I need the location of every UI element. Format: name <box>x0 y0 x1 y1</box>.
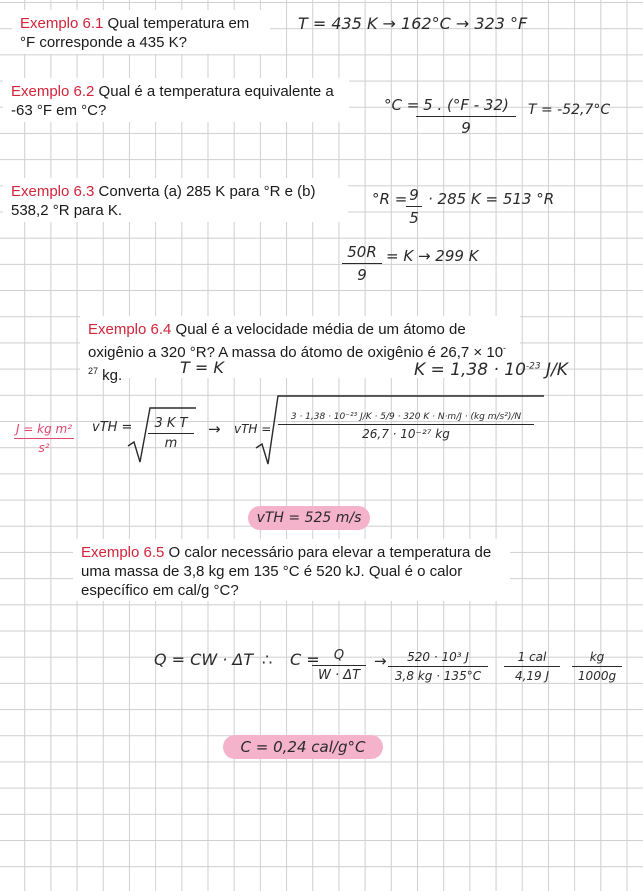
example-6-4-text: Qual é a velocidade média de um átomo de oxigênio a 320 °R? A massa do átomo de oxigênio é 26,7 × 10 <box>88 321 504 361</box>
joule-definition-numerator: J = kg m² <box>15 422 73 436</box>
example-6-2-numerator: 5 . (°F - 32) <box>423 96 509 114</box>
c-denominator: W · ΔT <box>317 668 361 683</box>
example-6-3-fraction-2 <box>342 243 382 284</box>
example-6-4-label: Exemplo 6.4 <box>88 321 172 338</box>
example-6-2-text: Qual é a temperatura equivalente a -63 °F em °C? <box>11 83 334 119</box>
fraction-2-denominator: 4,19 J <box>514 669 550 683</box>
example-6-1-label: Exemplo 6.1 <box>20 15 104 32</box>
example-6-5-label: Exemplo 6.5 <box>81 544 165 561</box>
fraction-bar <box>388 666 488 667</box>
fraction-bar <box>148 433 194 434</box>
joule-definition-denominator: s² <box>38 441 50 455</box>
example-6-3-box <box>3 178 348 222</box>
joule-definition <box>14 422 74 455</box>
long-numerator: 3 · 1,38 · 10⁻²³ J/K · 5/9 · 320 K · N·m/J · (kg m/s²)/N <box>290 412 522 422</box>
example-6-1-work: T = 435 K → 162°C → 323 °F <box>298 14 528 33</box>
example-6-4-arrow: → <box>208 420 221 438</box>
fraction-bar <box>406 206 422 207</box>
example-6-5-q-eq: Q = CW · ΔT <box>154 650 254 669</box>
example-6-3-numerator: 9 <box>409 186 419 204</box>
sqrt-numerator: 3 K T <box>154 416 188 431</box>
example-6-4-boltzmann <box>414 360 568 380</box>
example-6-5-therefore: ∴ <box>262 650 273 669</box>
example-6-5-c-lhs: C = <box>290 650 320 669</box>
example-6-2-label: Exemplo 6.2 <box>11 83 95 100</box>
fraction-bar <box>278 424 534 425</box>
example-6-4-exponent: -27 <box>88 343 507 376</box>
example-6-5-text: O calor necessário para elevar a temperatura de uma massa de 3,8 kg em 135 °C é 520 kJ. Qual é o calor específico em cal/g °C? <box>81 544 492 599</box>
fraction-3-numerator: kg <box>589 650 605 664</box>
example-6-5-arrow: → <box>374 652 387 670</box>
example-6-2-box <box>3 78 349 122</box>
example-6-4-t-eq-k: T = K <box>180 358 224 377</box>
fraction-bar <box>416 116 516 117</box>
example-6-4-result: vTH = 525 m/s <box>248 506 370 530</box>
example-6-5-result: C = 0,24 cal/g°C <box>223 735 383 759</box>
fraction-bar <box>504 666 560 667</box>
c-numerator: Q <box>333 648 345 663</box>
example-6-2-denominator: 9 <box>461 119 471 137</box>
example-6-1-box <box>12 10 270 54</box>
boltzmann-unit: J/K <box>540 360 568 380</box>
fraction-bar <box>312 665 366 666</box>
fraction-3-denominator: 1000g <box>577 669 617 683</box>
fraction-1-numerator: 520 · 10³ J <box>407 650 469 664</box>
example-6-4-text-end: kg. <box>98 367 123 384</box>
boltzmann-value: K = 1,38 · 10 <box>414 360 526 380</box>
example-6-4-long-fraction <box>278 412 534 441</box>
example-6-5-c-fraction <box>312 648 366 683</box>
fraction-bar <box>572 666 622 667</box>
example-6-2-fraction <box>416 96 516 137</box>
fraction-1-denominator: 3,8 kg · 135°C <box>394 669 482 683</box>
example-6-4-v2-lhs: vTH = <box>234 422 272 436</box>
example-6-3-fraction <box>406 186 422 227</box>
example-6-5-fraction-1 <box>388 650 488 683</box>
sqrt-denominator: m <box>164 436 178 451</box>
boltzmann-exponent: -23 <box>525 361 541 372</box>
long-denominator: 26,7 · 10⁻²⁷ kg <box>362 427 450 441</box>
example-6-5-fraction-2 <box>504 650 560 683</box>
example-6-3-label: Exemplo 6.3 <box>11 183 95 200</box>
fraction-bar <box>342 263 382 264</box>
example-6-5-box <box>73 539 510 601</box>
example-6-2-lhs: °C = <box>384 96 420 114</box>
example-6-4-v-lhs: vTH = <box>92 420 133 435</box>
fraction-2-numerator: 1 cal <box>517 650 547 664</box>
example-6-3-text: Converta (a) 285 K para °R e (b) 538,2 °R para K. <box>11 183 316 219</box>
example-6-4-sqrt-fraction <box>148 416 194 451</box>
example-6-3-rest-2: = K → 299 K <box>386 247 479 265</box>
fraction-bar <box>14 438 74 439</box>
example-6-3-denominator-2: 9 <box>357 266 367 284</box>
example-6-3-numerator-2: 50R <box>347 243 377 261</box>
example-6-3-denominator: 5 <box>409 209 419 227</box>
example-6-3-rest: · 285 K = 513 °R <box>428 190 555 208</box>
example-6-2-result: T = -52,7°C <box>528 102 611 118</box>
example-6-1-text: Qual temperatura em °F corresponde a 435 K? <box>20 15 250 51</box>
example-6-3-lhs: °R = <box>372 190 408 208</box>
example-6-5-fraction-3 <box>572 650 622 683</box>
